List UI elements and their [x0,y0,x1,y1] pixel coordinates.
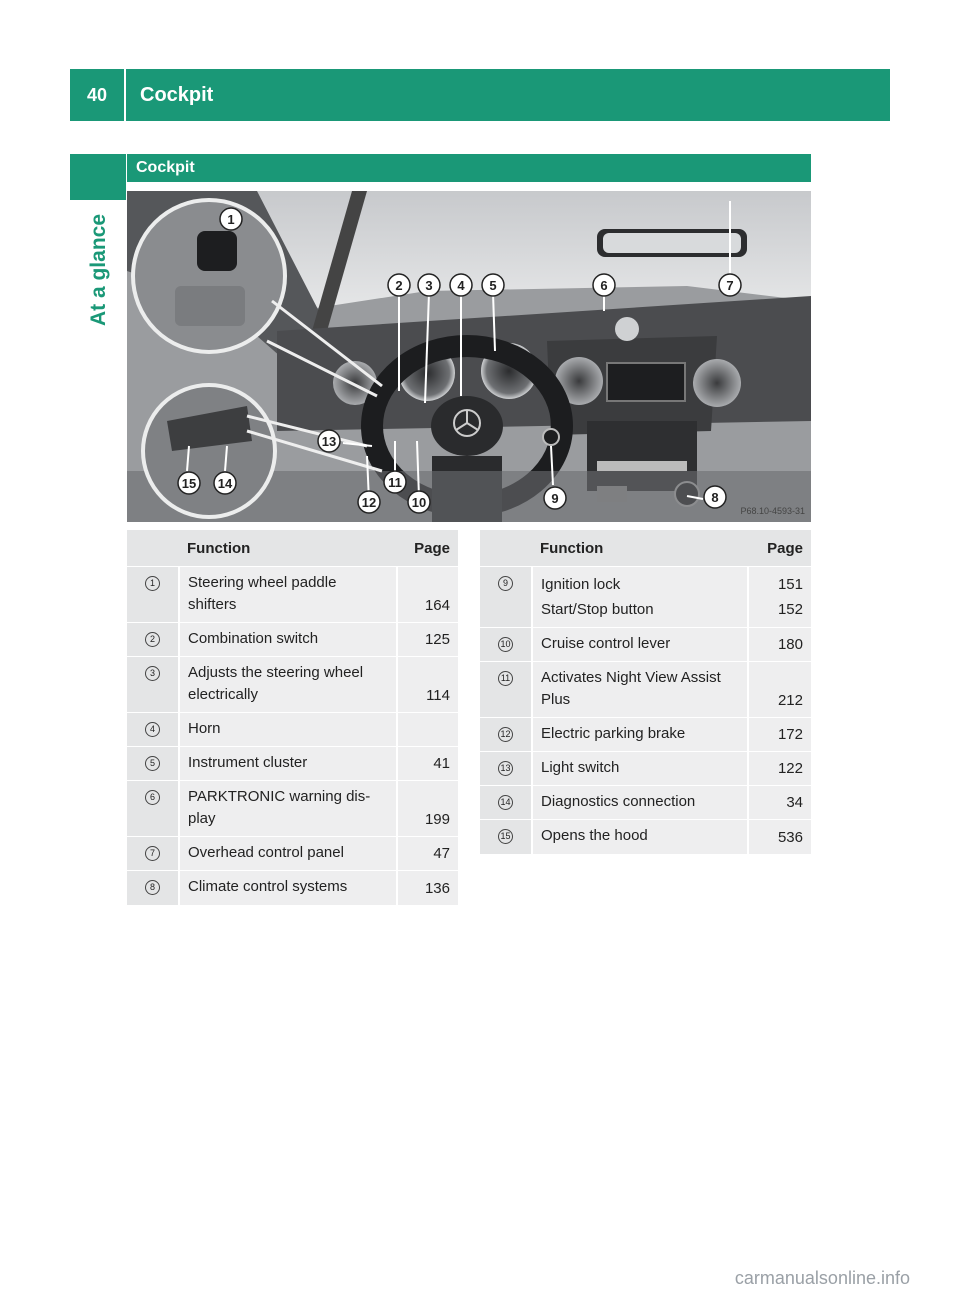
column-function: Function [532,530,748,567]
page-ref: 152 [777,601,803,618]
page-ref: 125 [397,623,458,657]
function-line: Plus [541,691,571,708]
table-row [127,657,458,713]
function-table-left [127,530,458,905]
page-ref: 41 [397,747,458,781]
function-line: shifters [188,596,237,613]
svg-text:6: 6 [600,278,608,293]
callout-5 [482,274,504,296]
page-ref: 536 [748,820,811,854]
side-marker [70,154,126,200]
function-line: electrically [188,686,259,703]
marker: 9 [498,576,513,591]
page-ref: 164 [397,567,458,623]
column-marker [127,530,179,567]
table-row [480,628,811,662]
table-row [480,752,811,786]
table-row [127,713,458,747]
chapter-title: Cockpit [140,83,214,106]
svg-text:7: 7 [726,278,734,293]
callout-15 [178,472,200,494]
callout-6 [593,274,615,296]
svg-text:12: 12 [361,495,377,510]
function-line: Horn [179,713,397,747]
callout-10 [408,491,430,513]
page-ref: 34 [748,786,811,820]
table-row [127,567,458,623]
column-page: Page [397,530,458,567]
page-ref [397,713,458,747]
callout-12 [358,491,380,513]
column-page: Page [748,530,811,567]
function-line: Instrument cluster [179,747,397,781]
function-line: Steering wheel paddle [188,574,337,591]
callout-8 [704,486,726,508]
svg-text:14: 14 [217,476,233,491]
page-ref: 212 [748,662,811,718]
image-reference: P68.10-4593-31 [740,506,805,516]
function-line: Activates Night View Assist [541,669,721,686]
callout-2 [388,274,410,296]
marker: 15 [498,829,513,844]
marker: 1 [145,576,160,591]
function-line: Overhead control panel [179,837,397,871]
marker: 2 [145,632,160,647]
callout-11 [384,471,406,493]
page-header [70,69,890,121]
table-row [127,837,458,871]
function-line: Adjusts the steering wheel [188,664,364,681]
function-line: Combination switch [179,623,397,657]
marker: 14 [498,795,513,810]
page-ref: 151 [777,576,803,593]
column-marker [480,530,532,567]
marker: 13 [498,761,513,776]
table-row [127,747,458,781]
footer-watermark: carmanualsonline.info [734,1268,910,1288]
page-ref: 47 [397,837,458,871]
table-row [480,786,811,820]
svg-text:5: 5 [489,278,497,293]
table-row [480,567,811,628]
marker: 3 [145,666,160,681]
svg-text:3: 3 [425,278,433,293]
svg-text:2: 2 [395,278,403,293]
table-row [127,781,458,837]
callout-13 [318,430,340,452]
page-ref: 180 [748,628,811,662]
table-row [480,718,811,752]
table-row [480,662,811,718]
function-line: Ignition lock [541,576,621,593]
marker: 5 [145,756,160,771]
page-ref: 199 [397,781,458,837]
table-row [127,871,458,905]
function-line: Opens the hood [532,820,748,854]
column-function: Function [179,530,397,567]
callout-14 [214,472,236,494]
svg-text:1: 1 [227,212,235,227]
function-line: PARKTRONIC warning dis- [188,788,371,805]
page-ref: 172 [748,718,811,752]
callout-4 [450,274,472,296]
function-line: Climate control systems [179,871,397,905]
svg-text:9: 9 [551,491,559,506]
function-table-right [480,530,811,854]
marker: 6 [145,790,160,805]
marker: 8 [145,880,160,895]
side-tab [84,205,114,335]
marker: 12 [498,727,513,742]
page-ref: 136 [397,871,458,905]
page-number: 40 [70,69,126,121]
page-ref: 122 [748,752,811,786]
marker: 11 [498,671,513,686]
callout-7 [719,274,741,296]
function-line: Light switch [532,752,748,786]
callout-1 [220,208,242,230]
function-line: Diagnostics connection [532,786,748,820]
svg-text:10: 10 [411,495,427,510]
marker: 4 [145,722,160,737]
side-tab-label: At a glance [87,213,111,327]
function-line: Cruise control lever [532,628,748,662]
svg-text:15: 15 [181,476,197,491]
svg-text:11: 11 [388,475,402,490]
callout-9 [544,487,566,509]
svg-text:4: 4 [457,278,465,293]
marker: 10 [498,637,513,652]
function-line: Start/Stop button [541,601,654,618]
section-title: Cockpit [127,154,811,182]
svg-text:8: 8 [711,490,719,505]
page-ref: 114 [397,657,458,713]
function-line: Electric parking brake [532,718,748,752]
function-line: play [188,810,216,827]
cockpit-image [127,191,811,522]
svg-text:13: 13 [321,434,337,449]
callout-3 [418,274,440,296]
table-row [480,820,811,854]
marker: 7 [145,846,160,861]
table-row [127,623,458,657]
